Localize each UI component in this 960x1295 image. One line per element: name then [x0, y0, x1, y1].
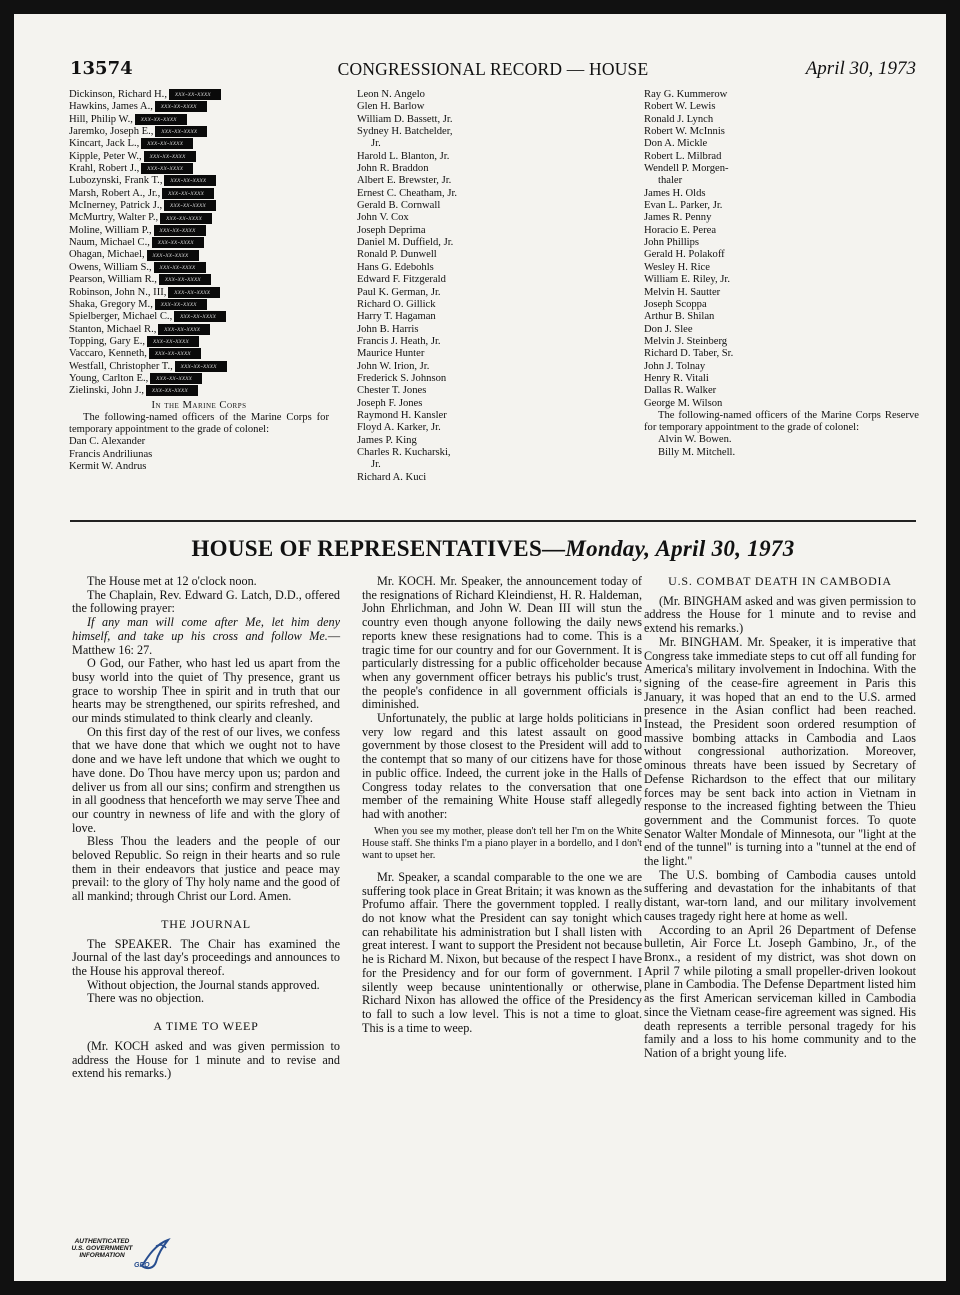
paragraph: On this first day of the rest of our lives, we confess that we have done that which we ought not to have done and we have left undone that which we ought to have done. Do Thou have mercy upon us; pardon and deliver us from all our sins; confirm and strengthen us in all goodness that henceforth we may serve Thee and our country in newness of life and with the glory of love.: [72, 724, 340, 835]
name-row: [69, 262, 329, 274]
redaction-box: xxx-xx-xxxx: [169, 89, 221, 100]
officer-name: Ernest C. Cheatham, Jr.: [357, 187, 458, 199]
house-heading: [70, 536, 916, 562]
redaction-box: xxx-xx-xxxx: [154, 262, 206, 273]
name-row: [644, 212, 919, 224]
redaction-box: xxx-xx-xxxx: [164, 175, 216, 186]
name-row: [69, 249, 329, 261]
officer-name: Ronald P. Dunwell: [357, 249, 437, 261]
officer-name: James P. King: [357, 434, 417, 446]
house-heading-text: HOUSE OF REPRESENTATIVES—: [191, 536, 566, 561]
body-column-3: [644, 575, 916, 1061]
officer-name: Wesley H. Rice: [644, 261, 710, 273]
officer-name: Joseph Scoppa: [644, 298, 707, 310]
top-column-3: [644, 89, 919, 459]
officer-name: Jr.: [371, 459, 381, 471]
name-row: [357, 287, 507, 299]
paragraph: There was no objection.: [87, 991, 205, 1006]
name-row: [69, 324, 329, 336]
body-column-2: [362, 575, 642, 1035]
officer-name: Melvin J. Steinberg: [644, 335, 728, 347]
name-row: [644, 361, 919, 373]
name-row: [644, 434, 919, 446]
name-row: [69, 449, 329, 461]
redaction-box: xxx-xx-xxxx: [149, 348, 201, 359]
top-column-2: [357, 89, 507, 484]
name-row: [357, 398, 507, 410]
officer-name: Ray G. Kummerow: [644, 89, 728, 100]
weep-heading: A TIME TO WEEP: [153, 1019, 259, 1034]
name-row: [644, 188, 919, 200]
name-row: [644, 101, 919, 113]
officer-name: Gerald H. Polakoff: [644, 249, 725, 261]
name-row: [69, 299, 329, 311]
marine-officer-list-2: [357, 89, 507, 484]
name-row: [644, 398, 919, 410]
name-row: [644, 447, 919, 459]
name-row: [357, 200, 507, 212]
officer-name: Hill, Philip W.,: [69, 113, 133, 125]
name-row: [357, 175, 507, 187]
name-row: [357, 237, 507, 249]
paragraph: Mr. BINGHAM. Mr. Speaker, it is imperative that Congress take immediate steps to cut off all funding for America's military involvement in Indochina. With the signing of the cease-fire agreement in Paris this January, it was hoped that an end to the U.S. armed presence in the Asian conflict had been reached. Instead, the President soon ordered resumption of massive bombing attacks in Cambodia and Laos without congressional authorization. Moreover, ominous threats have been issued by Secretary of Defense Richardson to the effect that our military forces may be sent back into action in Vietnam in response to the increased fighting between the Thieu government and the Communist forces. To quote Senator Walter Mondale of Minnesota, our "light at the end of the tunnel" is turning into a "tunnel at the end of the light.": [644, 634, 916, 869]
name-row: [644, 138, 919, 150]
paragraph: The Chaplain, Rev. Edward G. Latch, D.D., offered the following prayer:: [72, 587, 340, 616]
gpo-authentication-seal: [62, 1236, 172, 1280]
redaction-box: xxx-xx-xxxx: [158, 324, 210, 335]
officer-name: Henry R. Vitali: [644, 372, 709, 384]
officer-name: Chester T. Jones: [357, 385, 427, 397]
officer-name: Harold L. Blanton, Jr.: [357, 150, 450, 162]
name-row: [357, 410, 507, 422]
officer-name: George M. Wilson: [644, 397, 723, 409]
journal-heading: THE JOURNAL: [161, 916, 251, 931]
redaction-box: xxx-xx-xxxx: [175, 361, 227, 372]
reserve-officer-list: [644, 434, 919, 459]
officer-name: Kincart, Jack L.,: [69, 138, 140, 150]
officer-name: Moline, William P.,: [69, 224, 152, 236]
name-row: [69, 163, 329, 175]
officer-name: Robert W. McInnis: [644, 126, 725, 138]
name-row: [644, 287, 919, 299]
name-row: [357, 225, 507, 237]
house-heading-date: Monday, April 30, 1973: [565, 536, 795, 561]
officer-name: Leon N. Angelo: [357, 89, 425, 100]
name-row: [644, 385, 919, 397]
redaction-box: xxx-xx-xxxx: [164, 200, 216, 211]
name-row: [644, 324, 919, 336]
officer-name: Owens, William S.,: [69, 261, 152, 273]
officer-name: Zielinski, John J.,: [69, 385, 145, 397]
redaction-box: xxx-xx-xxxx: [168, 287, 220, 298]
officer-name: Dan C. Alexander: [69, 436, 146, 448]
name-row: [357, 336, 507, 348]
name-row: [644, 373, 919, 385]
officer-name: Lubozynski, Frank T.,: [69, 175, 163, 187]
officer-name: Evan L. Parker, Jr.: [644, 200, 723, 212]
redaction-box: xxx-xx-xxxx: [147, 250, 199, 261]
name-row: [69, 373, 329, 385]
officer-name: John R. Braddon: [357, 163, 429, 175]
eagle-icon: [134, 1236, 174, 1276]
name-row: [644, 163, 919, 175]
top-column-1: [69, 89, 329, 473]
redaction-box: xxx-xx-xxxx: [155, 299, 207, 310]
name-row: [357, 459, 507, 471]
redaction-box: xxx-xx-xxxx: [154, 225, 206, 236]
name-row: [644, 274, 919, 286]
name-row: [357, 101, 507, 113]
officer-name: Stanton, Michael R.,: [69, 323, 157, 335]
name-row: [644, 225, 919, 237]
officer-name: Harry T. Hagaman: [357, 311, 436, 323]
name-row: [644, 311, 919, 323]
redaction-box: xxx-xx-xxxx: [155, 101, 207, 112]
paragraph: Bless Thou the leaders and the people of our beloved Republic. So reign in their hearts and so rule them in their endeavors that justice and peace may prevail: to the glory of Thy holy name and the good of all mankind; through Christ our Lord. Amen.: [72, 834, 340, 904]
officer-name: McMurtry, Walter P.,: [69, 212, 159, 224]
name-row: [69, 385, 329, 397]
officer-name: Pearson, William R.,: [69, 274, 157, 286]
publication-title: CONGRESSIONAL RECORD — HOUSE: [337, 59, 649, 79]
cambodia-heading: U.S. COMBAT DEATH IN CAMBODIA: [668, 574, 892, 588]
officer-name: Jaremko, Joseph E.,: [69, 126, 154, 138]
name-row: [644, 114, 919, 126]
name-row: [644, 151, 919, 163]
name-row: [357, 188, 507, 200]
officer-name: James H. Olds: [644, 187, 706, 199]
officer-name: John W. Irion, Jr.: [357, 360, 430, 372]
redaction-box: xxx-xx-xxxx: [162, 188, 214, 199]
officer-name: Vaccaro, Kenneth,: [69, 348, 147, 360]
name-row: [357, 274, 507, 286]
name-row: [69, 200, 329, 212]
name-row: [357, 422, 507, 434]
officer-name: Richard O. Gillick: [357, 298, 436, 310]
name-row: [69, 101, 329, 113]
officer-name: Wendell P. Morgen-: [644, 163, 729, 175]
name-row: [644, 348, 919, 360]
officer-name: Sydney H. Batchelder,: [357, 126, 453, 138]
officer-name: McInerney, Patrick J.,: [69, 200, 163, 212]
name-row: [357, 151, 507, 163]
page-number: 13574: [70, 58, 133, 79]
name-row: [644, 262, 919, 274]
paragraph: (Mr. BINGHAM asked and was given permission to address the House for 1 minute and to revise and extend his remarks.): [644, 593, 916, 636]
officer-list-redacted: [69, 89, 329, 398]
name-row: [69, 126, 329, 138]
paragraph: Without objection, the Journal stands approved.: [87, 977, 320, 992]
name-row: [69, 361, 329, 373]
officer-name: Francis Andriliunas: [69, 448, 153, 460]
block-quote: When you see my mother, please don't tell her I'm on the White House staff. She thinks I'm a piano player in a bordello, and I don't want to upset her.: [362, 825, 642, 862]
name-row: [357, 472, 507, 484]
name-row: [644, 299, 919, 311]
running-header: [70, 58, 916, 88]
officer-name: Topping, Gary E.,: [69, 335, 146, 347]
scripture-quote: If any man will come after Me, let him deny himself, and take up his cross and follow Me.—Matthew 16: 27.: [72, 615, 340, 657]
name-row: [357, 163, 507, 175]
name-row: [69, 175, 329, 187]
officer-name: Maurice Hunter: [357, 348, 425, 360]
officer-name: Shaka, Gregory M.,: [69, 298, 153, 310]
officer-name: Hawkins, James A.,: [69, 101, 153, 113]
name-row: [357, 262, 507, 274]
officer-name: Hans G. Edebohls: [357, 261, 434, 273]
name-row: [357, 373, 507, 385]
paragraph: According to an April 26 Department of Defense bulletin, Air Force Lt. Joseph Gambino, Jr., of the Bronx., a resident of my district, was shot down on April 7 while piloting a small propeller-driven lookout plane in Cambodia. The Defense Department listed him as the first American serviceman killed in Cambodia since the Vietnam cease-fire agreement was signed. His death represents a terrible personal tragedy for his family and a loss to his home community and to the Nation of a bright young life.: [644, 922, 916, 1060]
paragraph: The U.S. bombing of Cambodia causes untold suffering and devastation for the inhabitants of that distant, war-torn land, and our military involvement causes tragedy right here at home as well.: [644, 867, 916, 923]
marine-officer-list-3: [644, 89, 919, 410]
name-row: [357, 249, 507, 261]
officer-name: Jr.: [371, 138, 381, 150]
officer-name: Kipple, Peter W.,: [69, 150, 142, 162]
officer-name: Arthur B. Shilan: [644, 311, 715, 323]
name-row: [69, 461, 329, 473]
paragraph: O God, our Father, who hast led us apart from the busy world into the quiet of Thy presence, grant us grace to worship Thee in spirit and in truth that our hearts may be strengthened, our spirits refreshed, and our minds stimulated to think clearly and cleanly.: [72, 656, 340, 726]
name-row: [69, 151, 329, 163]
section-divider: [70, 520, 916, 522]
name-row: [357, 212, 507, 224]
gpo-label: GPO: [134, 1262, 150, 1269]
redaction-box: xxx-xx-xxxx: [144, 151, 196, 162]
officer-name: Paul K. German, Jr.: [357, 286, 441, 298]
name-row: [357, 361, 507, 373]
redaction-box: xxx-xx-xxxx: [141, 163, 193, 174]
officer-name: Frederick S. Johnson: [357, 372, 447, 384]
name-row: [357, 126, 507, 138]
officer-name: Richard A. Kuci: [357, 471, 427, 483]
name-row: [644, 200, 919, 212]
redaction-box: xxx-xx-xxxx: [155, 126, 207, 137]
body-column-1: [72, 575, 340, 1081]
officer-name: Spielberger, Michael C.,: [69, 311, 173, 323]
name-row: [69, 237, 329, 249]
officer-name: Joseph F. Jones: [357, 397, 423, 409]
name-row: [644, 126, 919, 138]
officer-name: Ohagan, Michael,: [69, 249, 145, 261]
name-row: [69, 114, 329, 126]
officer-name: Robert W. Lewis: [644, 101, 716, 113]
officer-name: Francis J. Heath, Jr.: [357, 335, 441, 347]
officer-name: thaler: [658, 175, 683, 187]
paragraph: The SPEAKER. The Chair has examined the Journal of the last day's proceedings and announces to the House his approval thereof.: [72, 936, 340, 978]
document-page: [14, 14, 946, 1281]
header-date: April 30, 1973: [805, 58, 916, 79]
officer-name: Raymond H. Kansler: [357, 409, 447, 421]
officer-name: Dallas R. Walker: [644, 385, 717, 397]
name-row: [357, 348, 507, 360]
officer-name: Westfall, Christopher T.,: [69, 360, 173, 372]
name-row: [357, 138, 507, 150]
officer-name: William D. Bassett, Jr.: [357, 113, 453, 125]
name-row: [357, 299, 507, 311]
officer-name: Alvin W. Bowen.: [658, 434, 732, 446]
paragraph: Mr. Speaker, a scandal comparable to the one we are suffering took place in Great Britain; it was known as the Profumo affair. There the government toppled. I really do not know what the President can say tonight which can rehabilitate his administration but I shall listen with great interest. I want to support the President not because he is Richard M. Nixon, but because of the respect I have for the Presidency and for our form of government. I silently weep because unintentionally or otherwise, Richard Nixon has allowed the office of the Presidency to fall to such a low level. This is not a time to gloat. This is a time to weep.: [362, 869, 642, 1035]
name-row: [69, 274, 329, 286]
name-row: [69, 287, 329, 299]
paragraph: Mr. KOCH. Mr. Speaker, the announcement today of the resignations of Richard Kleindienst, H. R. Haldeman, John Ehrlichman, and John W. Dean III will stun the country even though anyone following the daily news reports knew these resignations had to come. This is a tragic time for our country and for our Government. It is particularly distressing for a public officeholder because when any government officer betrays his public's trust, the people's confidence in all government officials is diminished.: [362, 574, 642, 712]
officer-name: James R. Penny: [644, 212, 712, 224]
name-row: [69, 225, 329, 237]
name-row: [69, 348, 329, 360]
redaction-box: xxx-xx-xxxx: [159, 274, 211, 285]
officer-name: Kermit W. Andrus: [69, 461, 147, 473]
name-row: [644, 175, 919, 187]
officer-name: John Phillips: [644, 237, 700, 249]
officer-name: Joseph Deprima: [357, 224, 426, 236]
officer-name: Glen H. Barlow: [357, 101, 425, 113]
officer-name: William E. Riley, Jr.: [644, 274, 730, 286]
officer-name: Don J. Slee: [644, 323, 693, 335]
officer-name: Robert L. Milbrad: [644, 150, 722, 162]
name-row: [69, 188, 329, 200]
paragraph: (Mr. KOCH asked and was given permission to address the House for 1 minute and to revise and extend his remarks.): [72, 1038, 340, 1081]
officer-name: Albert E. Brewster, Jr.: [357, 175, 452, 187]
marine-corps-intro: The following-named officers of the Marine Corps for temporary appointment to the grade of colonel:: [69, 411, 329, 436]
officer-name: Young, Carlton E.,: [69, 372, 149, 384]
officer-name: John J. Tolnay: [644, 360, 706, 372]
name-row: [644, 249, 919, 261]
paragraph: The House met at 12 o'clock noon.: [87, 574, 257, 588]
officer-name: Naum, Michael C.,: [69, 237, 150, 249]
redaction-box: xxx-xx-xxxx: [150, 373, 202, 384]
officer-name: Krahl, Robert J.,: [69, 163, 140, 175]
officer-name: Richard D. Taber, Sr.: [644, 348, 734, 360]
officer-name: Charles R. Kucharski,: [357, 446, 451, 458]
officer-name: John V. Cox: [357, 212, 409, 224]
name-row: [644, 237, 919, 249]
name-row: [69, 311, 329, 323]
name-row: [357, 435, 507, 447]
name-row: [69, 89, 329, 101]
name-row: [357, 114, 507, 126]
redaction-box: xxx-xx-xxxx: [174, 311, 226, 322]
marine-officer-list: [69, 436, 329, 473]
officer-name: Horacio E. Perea: [644, 224, 717, 236]
officer-name: John B. Harris: [357, 323, 419, 335]
name-row: [69, 436, 329, 448]
name-row: [69, 336, 329, 348]
redaction-box: xxx-xx-xxxx: [152, 237, 204, 248]
name-row: [357, 385, 507, 397]
officer-name: Gerald B. Cornwall: [357, 200, 441, 212]
name-row: [644, 336, 919, 348]
name-row: [357, 311, 507, 323]
name-row: [357, 89, 507, 101]
officer-name: Edward F. Fitzgerald: [357, 274, 446, 286]
redaction-box: xxx-xx-xxxx: [160, 213, 212, 224]
name-row: [357, 447, 507, 459]
redaction-box: xxx-xx-xxxx: [135, 114, 187, 125]
name-row: [69, 212, 329, 224]
marine-corps-heading: In the Marine Corps: [151, 399, 247, 411]
officer-name: Don A. Mickle: [644, 138, 708, 150]
officer-name: Billy M. Mitchell.: [658, 446, 736, 458]
officer-name: Melvin H. Sautter: [644, 286, 721, 298]
officer-name: Marsh, Robert A., Jr.,: [69, 187, 161, 199]
redaction-box: xxx-xx-xxxx: [141, 138, 193, 149]
paragraph: Unfortunately, the public at large holds politicians in very low regard and this latest assault on good government by those closest to the President will add to the contempt that so many of our citizens have for those in public office. Indeed, the current joke in the Halls of Congress today relates to the conversation that one member of the remaining White House staff allegedly had with another:: [362, 711, 642, 821]
marine-reserve-intro: The following-named officers of the Marine Corps Reserve for temporary appointment to the grade of colonel:: [644, 409, 919, 434]
officer-name: Dickinson, Richard H.,: [69, 89, 167, 100]
officer-name: Daniel M. Duffield, Jr.: [357, 237, 454, 249]
redaction-box: xxx-xx-xxxx: [147, 336, 199, 347]
officer-name: Ronald J. Lynch: [644, 113, 714, 125]
name-row: [644, 89, 919, 101]
redaction-box: xxx-xx-xxxx: [146, 385, 198, 396]
name-row: [357, 324, 507, 336]
seal-text: AUTHENTICATED U.S. GOVERNMENT INFORMATION: [71, 1238, 133, 1259]
officer-name: Floyd A. Karker, Jr.: [357, 422, 441, 434]
officer-name: Robinson, John N., III,: [69, 286, 167, 298]
name-row: [69, 138, 329, 150]
